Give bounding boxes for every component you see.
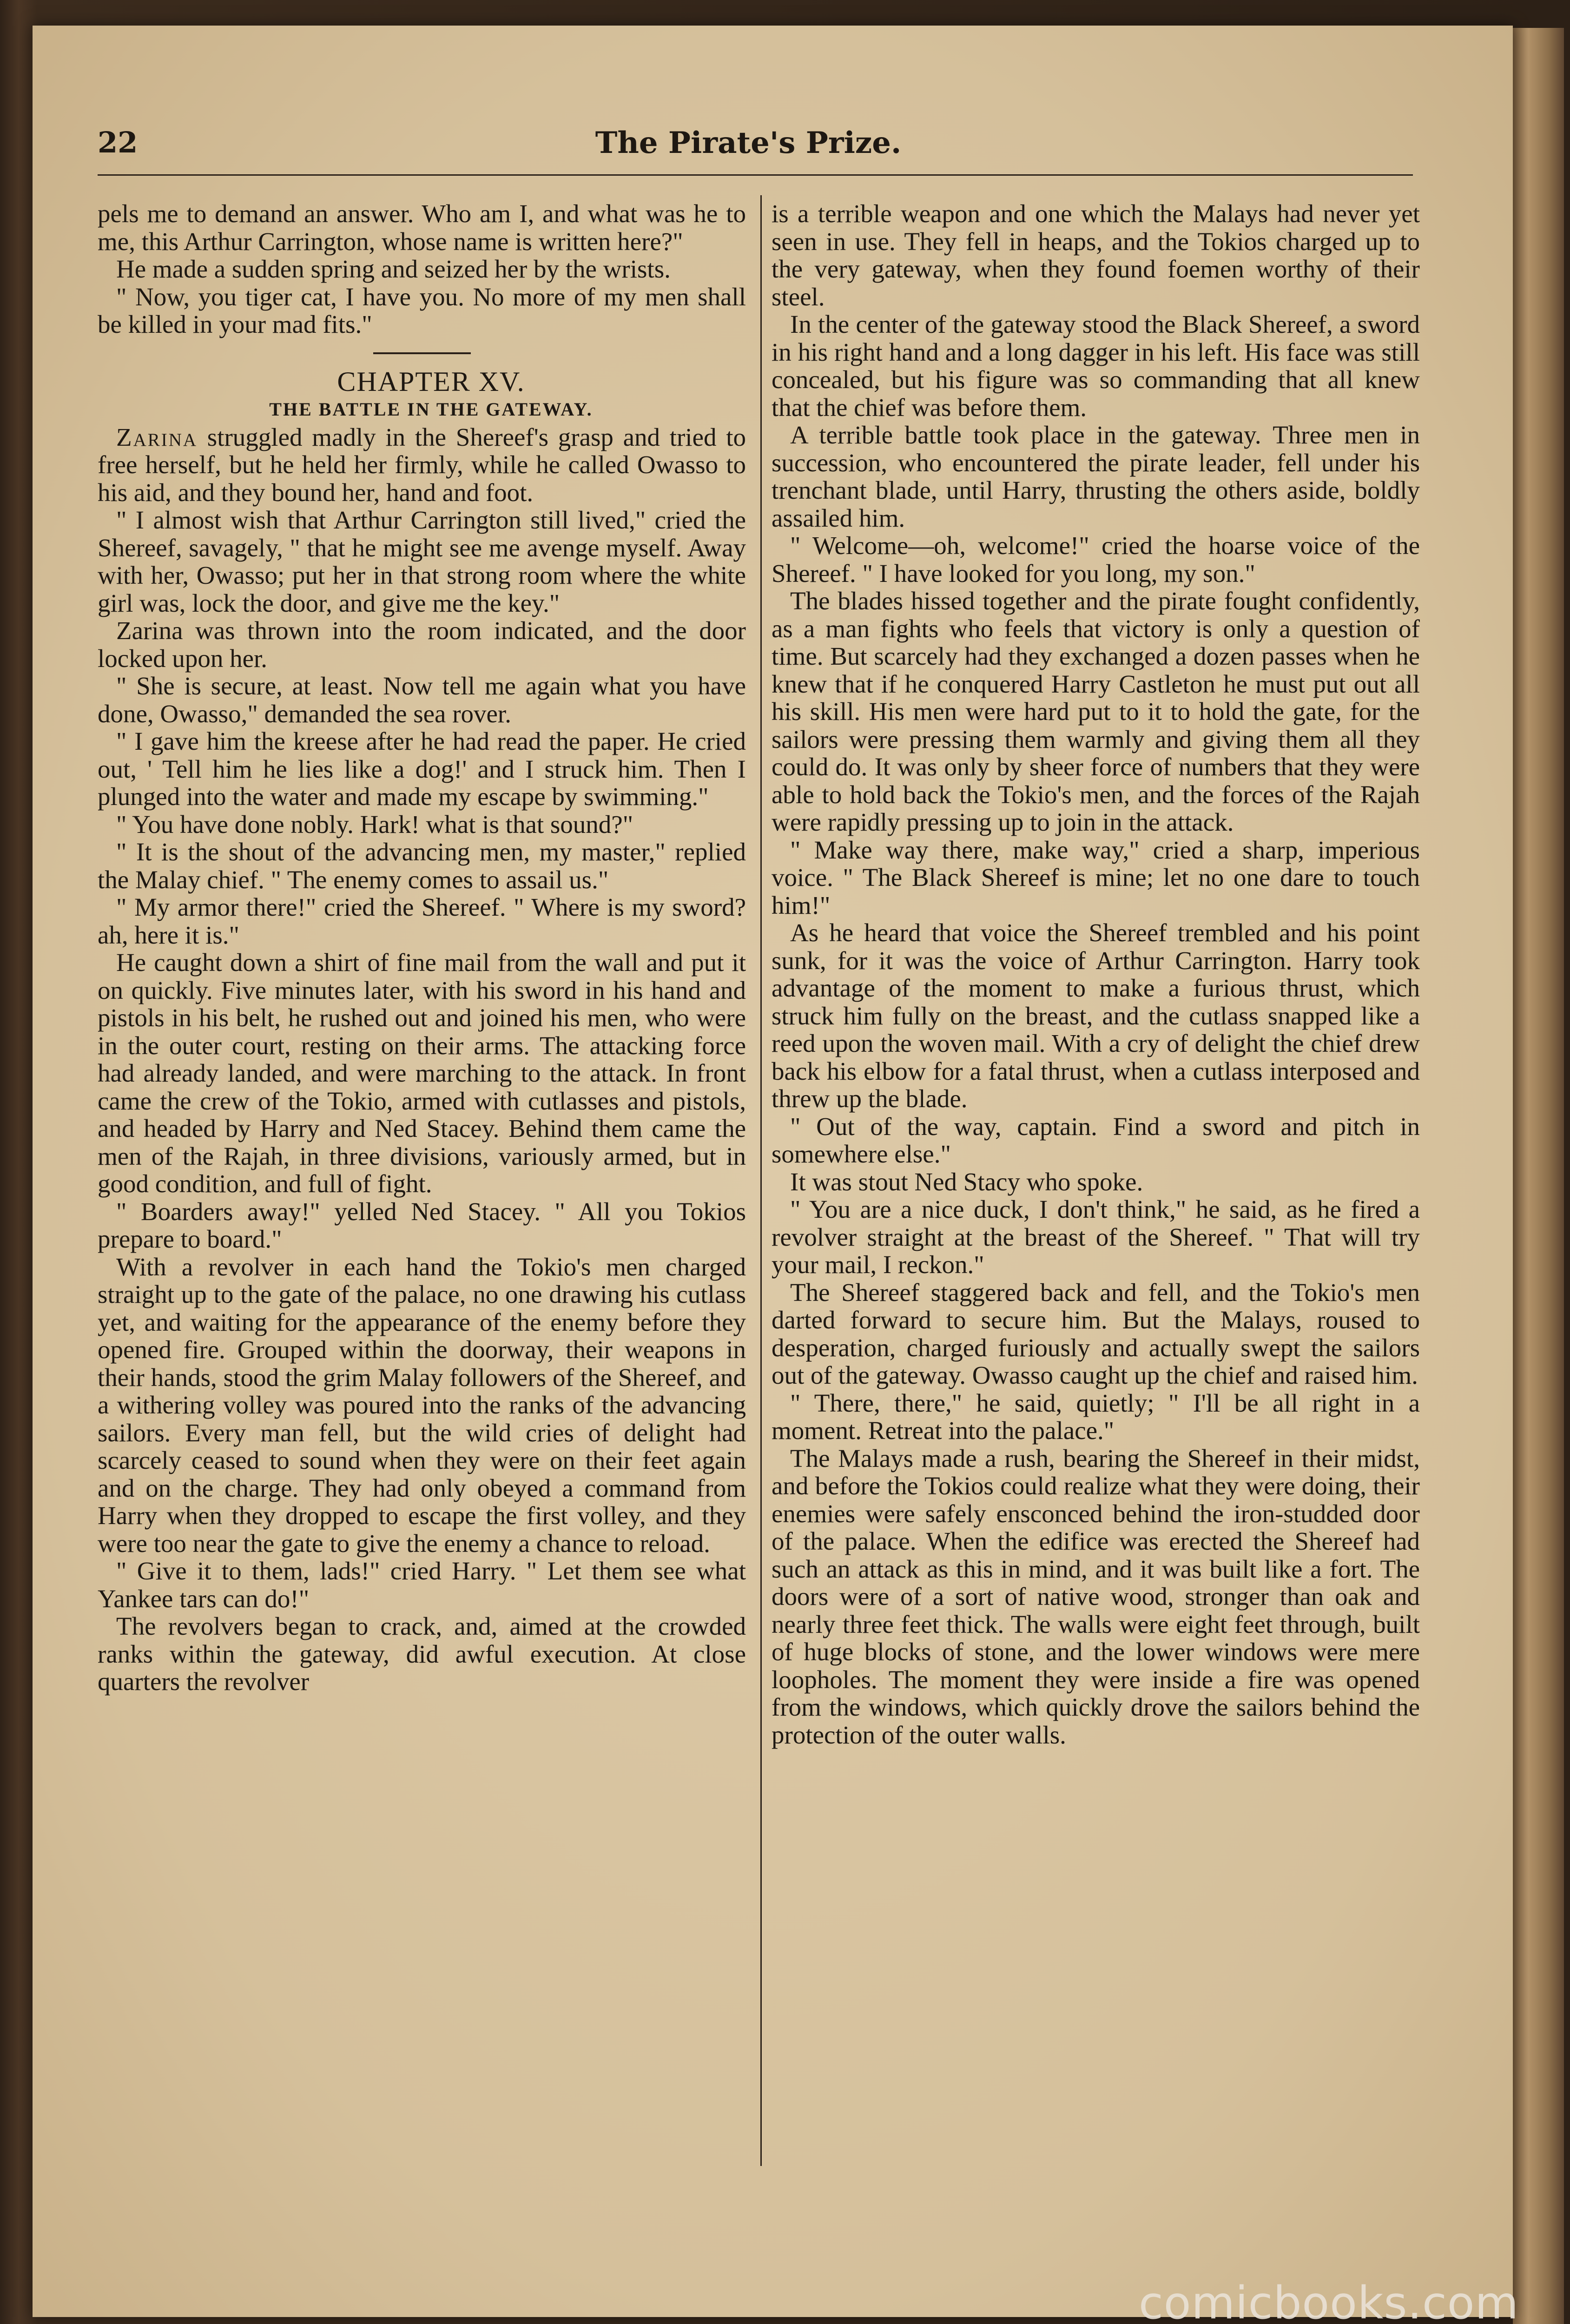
paragraph: " She is secure, at least. Now tell me again what you have done, Owasso," demanded the sea rover. (98, 672, 746, 728)
paragraph: " Make way there, make way," cried a sharp, imperious voice. " The Black Shereef is mine; let no one dare to touch him!" (772, 835, 1420, 919)
paragraph: Zarina was thrown into the room indicated, and the door locked upon her. (98, 616, 746, 673)
header-rule (98, 174, 1413, 176)
chapter-title: CHAPTER XV. (337, 366, 525, 397)
paragraph: pels me to demand an answer. Who am I, and what was he to me, this Arthur Carrington, whose name is written here?" (98, 200, 746, 256)
paragraph: " There, there," he said, quietly; " I'll be all right in a moment. Retreat into the palace." (772, 1388, 1420, 1445)
paragraph: " You are a nice duck, I don't think," he said, as he fired a revolver straight at the breast of the Shereef. " That will try your mail, I reckon." (772, 1195, 1420, 1279)
paragraph: The blades hissed together and the pirate fought confidently, as a man fights who feels that victory is only a question of time. But scarcely had they exchanged a dozen passes when he knew that if he conquered Harry Castleton he must put out all his skill. His men were hard put to it to hold the gate, for the sailors were pressing them warmly and giving them all they could do. It was only by sheer force of numbers that they were able to hold back the Tokio's men, and the forces of the Rajah were rapidly pressing up to join in the attack. (772, 587, 1420, 836)
paragraph: " Boarders away!" yelled Ned Stacey. " All you Tokios prepare to board." (98, 1197, 746, 1253)
paragraph: As he heard that voice the Shereef trembled and his point sunk, for it was the voice of Arthur Carrington. Harry took advantage of the moment to make a furious thrust, which struck him fully on the breast, and the cutlass snapped like a reed upon the woven mail. With a cry of delight the chief drew back his elbow for a fatal thrust, when a cutlass interposed and threw up the blade. (772, 918, 1420, 1113)
paragraph: " My armor there!" cried the Shereef. " Where is my sword? ah, here it is." (98, 893, 746, 949)
paragraph: " I almost wish that Arthur Carrington still lived," cried the Shereef, savagely, " that he might see me avenge myself. Away with her, Owasso; put her in that strong room where the white girl was, lock the door, and give me the key." (98, 506, 746, 617)
paragraph: " It is the shout of the advancing men, my master," replied the Malay chief. " The enemy comes to assail us." (98, 838, 746, 894)
paragraph: " I gave him the kreese after he had read the paper. He cried out, ' Tell him he lies like a dog!' and I struck him. Then I plunged into the water and made my escape by swimming." (98, 727, 746, 811)
paragraph: " Welcome—oh, welcome!" cried the hoarse voice of the Shereef. " I have looked for you long, my son." (772, 531, 1420, 588)
running-title: The Pirate's Prize. (595, 125, 902, 160)
paragraph: The Shereef staggered back and fell, and the Tokio's men darted forward to secure him. But the Malays, roused to desperation, charged furiously and actually swept the sailors out of the gateway. Owasso caught up the chief and raised him. (772, 1278, 1420, 1389)
paragraph: " Give it to them, lads!" cried Harry. " Let them see what Yankee tars can do!" (98, 1557, 746, 1613)
watermark: comicbooks.com (1138, 2277, 1519, 2324)
section-divider (373, 352, 471, 354)
right-column (772, 200, 1420, 2212)
paragraph: The revolvers began to crack, and, aimed at the crowded ranks within the gateway, did awful execution. At close quarters the revolver (98, 1612, 746, 1696)
column-divider (760, 195, 762, 2166)
paragraph: " You have done nobly. Hark! what is that sound?" (116, 810, 633, 838)
lead-word: Zarina (116, 423, 198, 451)
paragraph: He made a sudden spring and seized her by the wrists. (116, 255, 671, 283)
paragraph: He caught down a shirt of fine mail from the wall and put it on quickly. Five minutes later, with his sword in his hand and pistols in his belt, he rushed out and joined his men, who were in the outer court, resting on their arms. The attacking force had already landed, and were marching to the attack. In front came the crew of the Tokio, armed with cutlasses and pistols, and headed by Harry and Ned Stacey. Behind them came the men of the Rajah, in three divisions, variously armed, but in good condition, and full of fight. (98, 948, 746, 1198)
paragraph: " Now, you tiger cat, I have you. No more of my men shall be killed in your mad fits." (98, 282, 746, 338)
paragraph: It was stout Ned Stacy who spoke. (790, 1167, 1143, 1196)
paragraph: A terrible battle took place in the gateway. Three men in succession, who encountered the pirate leader, fell under his trenchant blade, until Harry, thrusting the others aside, boldly assailed him. (772, 421, 1420, 532)
paragraph-text: struggled madly in the Shereef's grasp and tried to free herself, but he held her firmly, while he called Owasso to his aid, and they bound her, hand and foot. (98, 423, 746, 507)
left-column (98, 200, 746, 2212)
paragraph (98, 423, 746, 507)
paragraph: In the center of the gateway stood the Black Shereef, a sword in his right hand and a long dagger in his left. His face was still concealed, but his figure was so commanding that all knew that the chief was before them. (772, 310, 1420, 422)
page-number: 22 (98, 125, 138, 159)
page-header (98, 125, 1399, 177)
chapter-subtitle: THE BATTLE IN THE GATEWAY. (269, 399, 593, 420)
paragraph: With a revolver in each hand the Tokio's men charged straight up to the gate of the palace, no one drawing his cutlass yet, and waiting for the appearance of the enemy before they opened fire. Grouped within the doorway, their weapons in their hands, stood the grim Malay followers of the Shereef, and a withering volley was poured into the ranks of the advancing sailors. Every man fell, but the wild cries of delight had scarcely ceased to sound when they were on their feet again and on the charge. They had only obeyed a command from Harry when they dropped to escape the first volley, and they were too near the gate to give the enemy a chance to reload. (98, 1252, 746, 1558)
paragraph: " Out of the way, captain. Find a sword and pitch in somewhere else." (772, 1112, 1420, 1168)
paragraph: The Malays made a rush, bearing the Shereef in their midst, and before the Tokios could realize what they were doing, their enemies were safely ensconced behind the iron-studded door of the palace. When the edifice was erected the Shereef had such an attack as this in mind, and it was built like a fort. The doors were of a sort of native wood, stronger than oak and nearly three feet thick. The walls were eight feet through, built of huge blocks of stone, and the lower windows were mere loopholes. The moment they were inside a fire was opened from the windows, which quickly drove the sailors behind the protection of the outer walls. (772, 1444, 1420, 1749)
page-edge (1513, 28, 1564, 2324)
paragraph: is a terrible weapon and one which the Malays had never yet seen in use. They fell in heaps, and the Tokios charged up to the very gateway, when they found foemen worthy of their steel. (772, 200, 1420, 311)
